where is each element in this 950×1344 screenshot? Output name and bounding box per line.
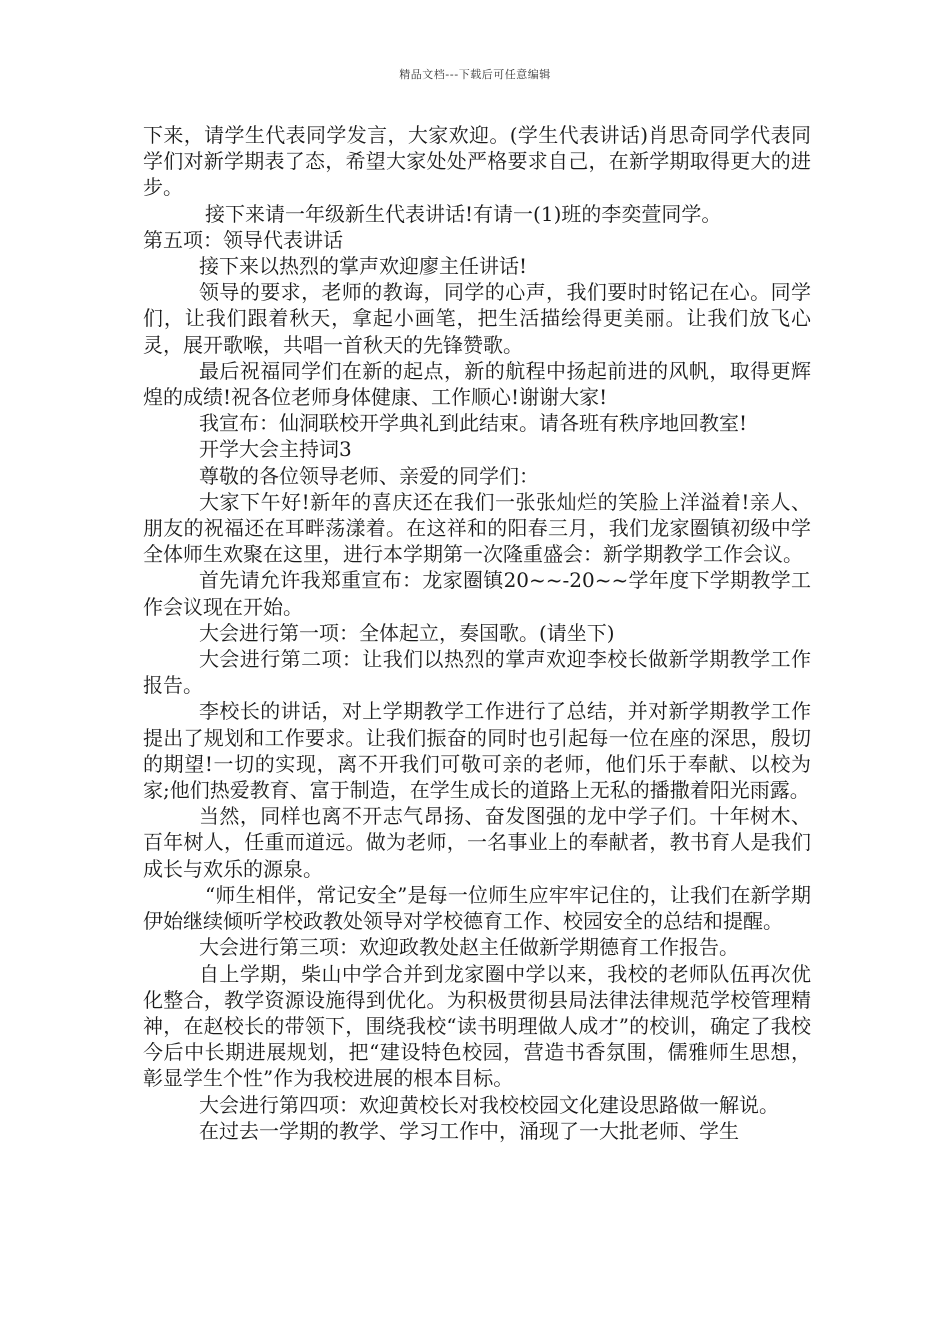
- paragraph: 下来，请学生代表同学发言，大家欢迎。(学生代表讲话)肖思奇同学代表同学们对新学期表了态，希望大家处处严格要求自己，在新学期取得更大的进步。: [143, 123, 811, 200]
- paragraph: 大会进行第四项：欢迎黄校长对我校校园文化建设思路做一解说。: [199, 1092, 779, 1117]
- paragraph: 当然，同样也离不开志气昂扬、奋发图强的龙中学子们。十年树木、百年树人，任重而道远。做为老师，一名事业上的奉献者，教书育人是我们成长与欢乐的源泉。: [143, 804, 811, 881]
- paragraph: 大会进行第二项：让我们以热烈的掌声欢迎李校长做新学期教学工作报告。: [143, 647, 811, 698]
- page-header: 精品文档---下载后可任意编辑: [399, 68, 551, 81]
- section-heading: 开学大会主持词3: [199, 437, 352, 462]
- paragraph: 接下来以热烈的掌声欢迎廖主任讲话!: [199, 254, 528, 279]
- paragraph: 大会进行第一项：全体起立，奏国歌。(请坐下): [199, 620, 615, 645]
- paragraph: 领导的要求，老师的教诲，同学的心声，我们要时时铭记在心。同学们，让我们跟着秋天，拿起小画笔，把生活描绘得更美丽。让我们放飞心灵，展开歌喉，共唱一首秋天的先锋赞歌。: [143, 280, 811, 357]
- paragraph: 自上学期，柴山中学合并到龙家圈中学以来，我校的老师队伍再次优化整合，教学资源设施得到优化。为积极贯彻县局法律法律规范学校管理精神，在赵校长的带领下，围绕我校“读书明理做人成才”的校训，确定了我校今后中长期进展规划，把“建设特色校园，营造书香氛围，儒雅师生思想，彰显学生个性”作为我校进展的根本目标。: [143, 961, 811, 1091]
- paragraph: 李校长的讲话，对上学期教学工作进行了总结，并对新学期教学工作提出了规划和工作要求。让我们振奋的同时也引起每一位在座的深思，殷切的期望!一切的实现，离不开我们可敬可亲的老师，他们乐于奉献、以校为家;他们热爱教育、富于制造，在学生成长的道路上无私的播撒着阳光雨露。: [143, 699, 811, 803]
- paragraph: 在过去一学期的教学、学习工作中，涌现了一大批老师、学生: [199, 1118, 739, 1143]
- salutation: 尊敬的各位领导老师、亲爱的同学们：: [199, 463, 539, 488]
- document-body: [143, 122, 811, 1144]
- paragraph: 接下来请一年级新生代表讲话!有请一(1)班的李奕萱同学。: [205, 201, 722, 226]
- paragraph: 大家下午好!新年的喜庆还在我们一张张灿烂的笑脸上洋溢着!亲人、朋友的祝福还在耳畔荡漾着。在这祥和的阳春三月，我们龙家圈镇初级中学全体师生欢聚在这里，进行本学期第一次隆重盛会：新学期教学工作会议。: [143, 489, 811, 567]
- paragraph: 大会进行第三项：欢迎政教处赵主任做新学期德育工作报告。: [199, 935, 739, 960]
- paragraph: “师生相伴，常记安全”是每一位师生应牢牢记住的，让我们在新学期伊始继续倾听学校政教处领导对学校德育工作、校园安全的总结和提醒。: [143, 882, 811, 934]
- paragraph: 最后祝福同学们在新的起点，新的航程中扬起前进的风帆，取得更辉煌的成绩!祝各位老师身体健康、工作顺心!谢谢大家!: [143, 358, 811, 410]
- section-heading: 第五项：领导代表讲话: [143, 227, 343, 252]
- paragraph: 首先请允许我郑重宣布：龙家圈镇20~~-20~~学年度下学期教学工作会议现在开始。: [143, 568, 811, 619]
- paragraph: 我宣布：仙洞联校开学典礼到此结束。请各班有秩序地回教室!: [199, 411, 748, 436]
